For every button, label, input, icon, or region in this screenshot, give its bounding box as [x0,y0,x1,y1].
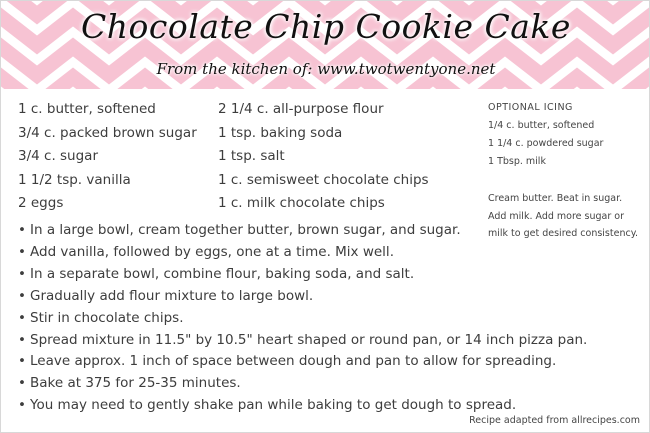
ingredient-item: 2 1/4 c. all-purpose flour [218,101,384,117]
step-text: Leave approx. 1 inch of space between dough and pan to allow for spreading. [30,353,557,370]
instruction-step [18,220,587,242]
icing-item: 1 Tbsp. milk [488,156,546,167]
instructions-list [18,220,587,417]
instruction-step [18,330,587,352]
bullet-icon: • [18,397,26,414]
ingredients-list-left [18,98,197,216]
step-text: Stir in chocolate chips. [30,309,184,326]
ingredient-item: 3/4 c. packed brown sugar [18,124,197,141]
recipe-subtitle: From the kitchen of: www.twotwentyone.net [156,60,496,78]
bullet-icon: • [18,353,26,370]
instruction-step [18,373,587,395]
ingredient-item: 1 c. semisweet chocolate chips [218,171,429,188]
ingredient-item: 1 tsp. salt [218,148,285,165]
step-text: In a large bowl, cream together butter, brown sugar, and sugar. [30,222,461,238]
ingredient-item: 3/4 c. sugar [18,148,99,165]
bullet-icon: • [18,243,26,260]
icing-note-line: milk to get desired consistency. [488,228,638,240]
instruction-step [18,351,587,373]
instruction-step [18,264,587,286]
bullet-icon: • [18,375,26,392]
recipe-title: Chocolate Chip Cookie Cake [81,7,571,46]
step-text: Add vanilla, followed by eggs, one at a time. Mix well. [30,243,394,260]
ingredients-list-right [218,98,429,216]
ingredient-item: 1 tsp. baking soda [218,124,343,141]
instruction-step [18,286,587,308]
ingredient-item: 1 1/2 tsp. vanilla [18,171,131,188]
ingredient-item: 1 c. butter, softened [18,101,156,117]
icing-item: 1/4 c. butter, softened [488,120,595,131]
ingredient-item: 2 eggs [18,195,64,212]
step-text: Spread mixture in 11.5" by 10.5" heart shaped or round pan, or 14 inch pizza pan. [30,331,588,348]
bullet-icon: • [18,265,26,282]
bullet-icon: • [18,309,26,326]
instruction-step [18,308,587,330]
bullet-icon: • [18,287,26,304]
ingredient-item: 1 c. milk chocolate chips [218,195,385,212]
icing-title: OPTIONAL ICING [488,102,573,113]
recipe-credit: Recipe adapted from allrecipes.com [469,415,640,426]
icing-item: 1 1/4 c. powdered sugar [488,138,604,149]
icing-note-line: Cream butter. Beat in sugar. [488,193,623,204]
step-text: Gradually add flour mixture to large bowl. [30,287,314,304]
icing-note-line: Add milk. Add more sugar or [488,210,624,222]
bullet-icon: • [18,222,26,238]
step-text: Bake at 375 for 25-35 minutes. [30,375,241,392]
chevron-header [1,1,650,89]
step-text: You may need to gently shake pan while baking to get dough to spread. [30,397,517,414]
bullet-icon: • [18,331,26,348]
instruction-step [18,242,587,264]
step-text: In a separate bowl, combine flour, baking soda, and salt. [30,265,415,282]
instruction-step [18,395,587,417]
